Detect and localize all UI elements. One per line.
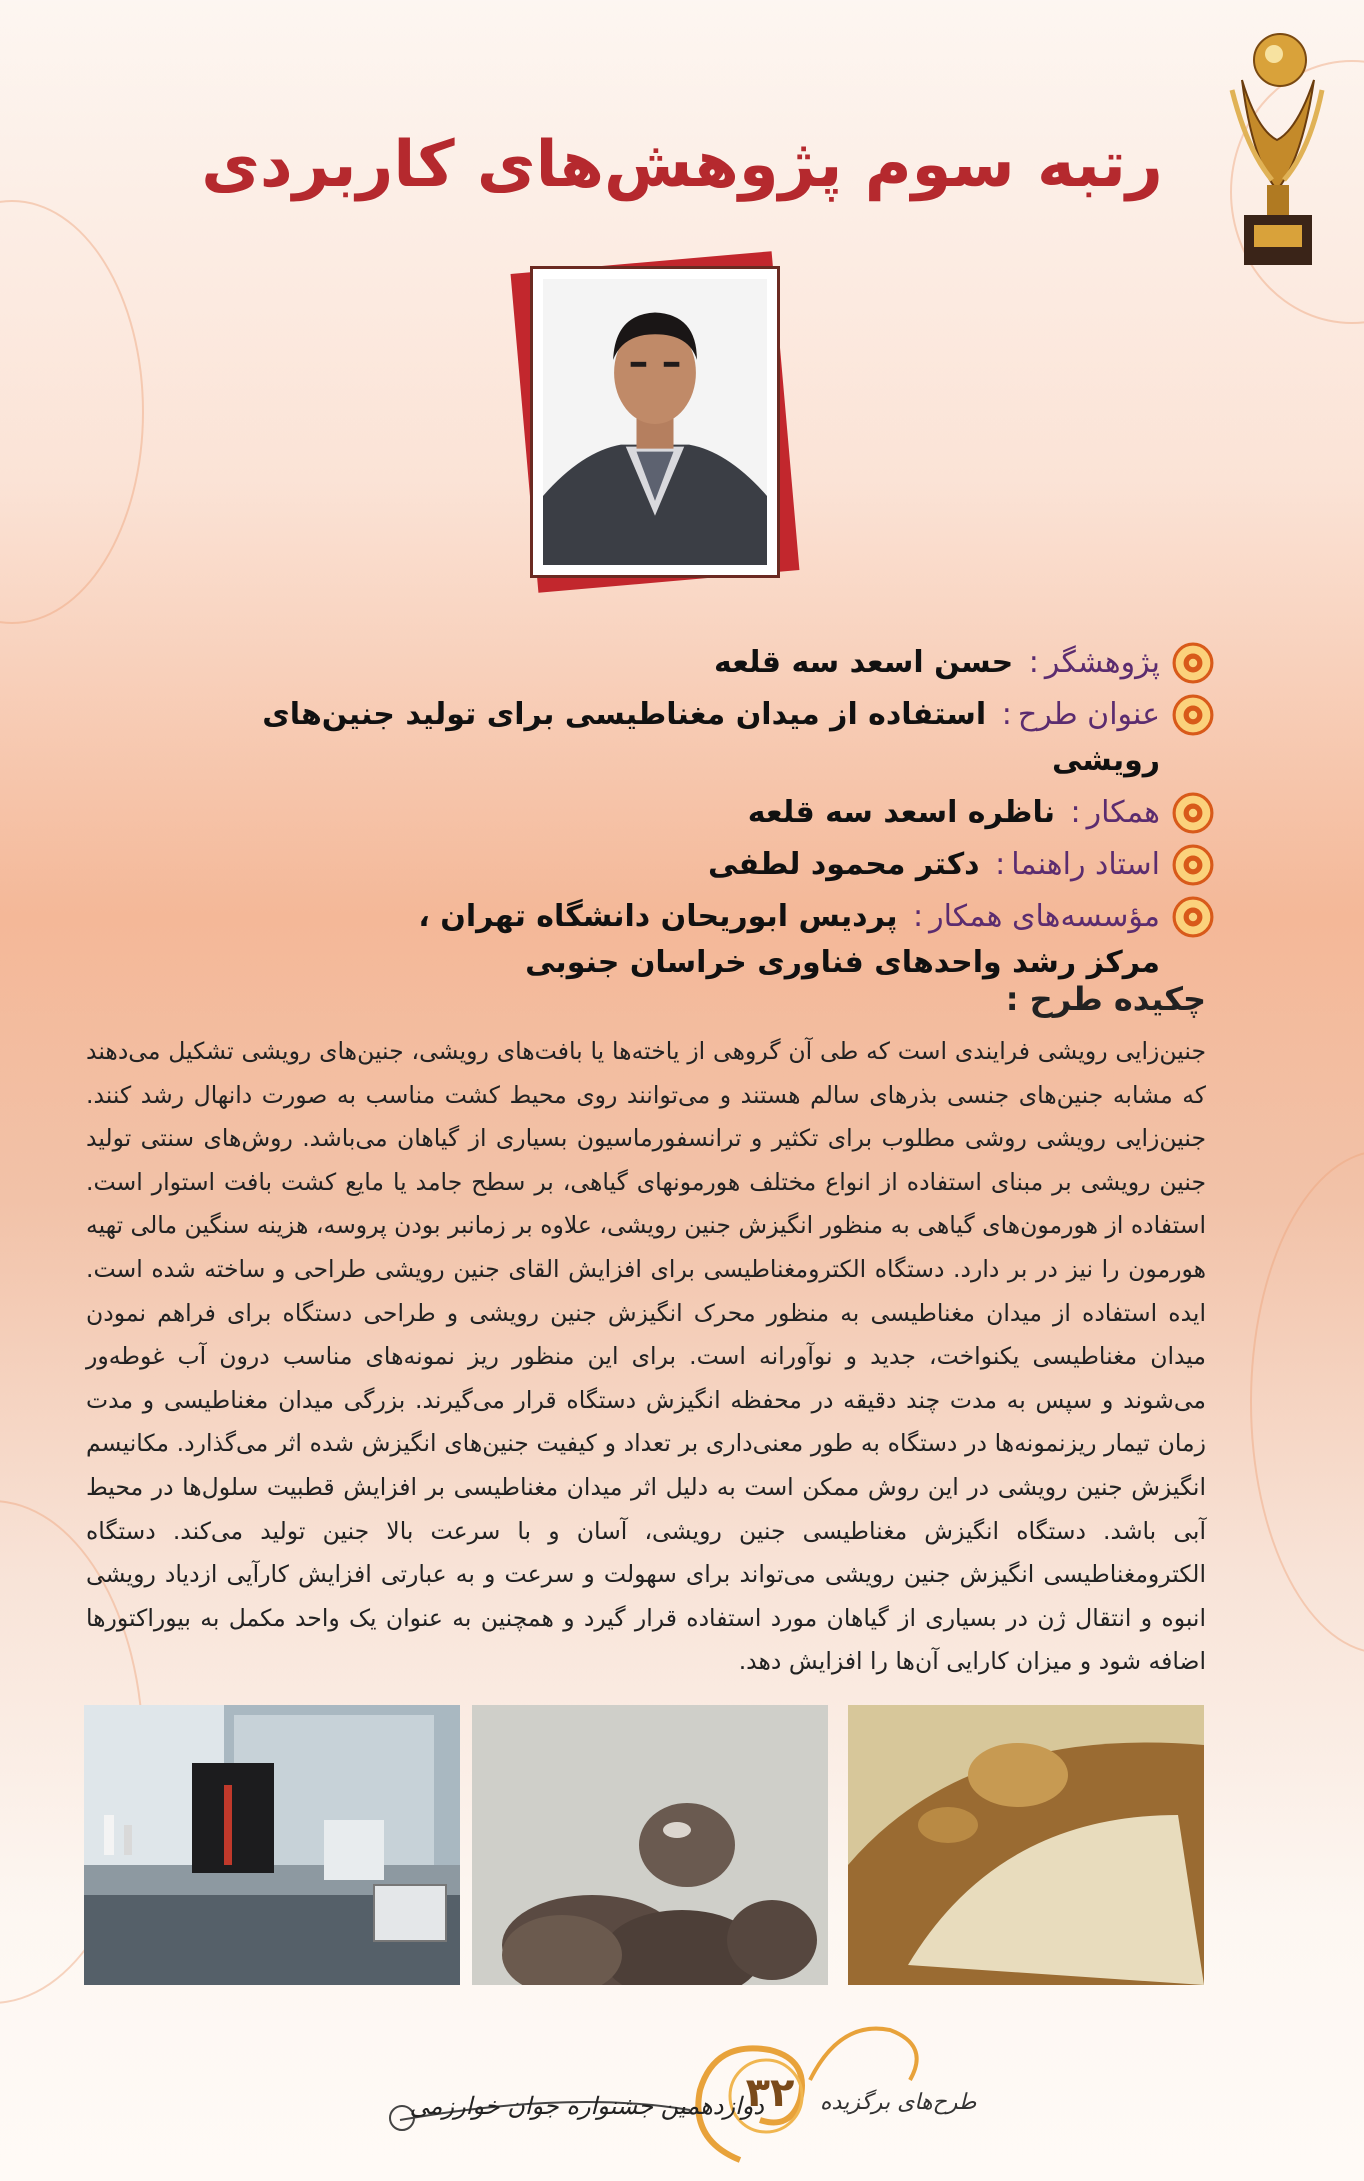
flower-bullet-icon: [1172, 694, 1214, 736]
abstract-heading: چکیده طرح :: [1005, 980, 1206, 1018]
detail-researcher: پژوهشگر: حسن اسعد سه قلعه: [150, 640, 1214, 686]
detail-label: استاد راهنما: [1011, 847, 1160, 882]
flower-bullet-icon: [1172, 896, 1214, 938]
lab-device-photo: [84, 1705, 460, 1985]
embryo-micrograph-1: [472, 1705, 828, 1985]
embryo-micrograph-2: [848, 1705, 1204, 1985]
detail-label: مؤسسه‌های همکار: [929, 899, 1160, 934]
detail-label: همکار: [1086, 795, 1160, 830]
detail-value: ناظره اسعد سه قلعه: [747, 795, 1055, 830]
footer-series-title: طرح‌های برگزیده: [820, 2090, 977, 2115]
detail-label: پژوهشگر: [1044, 645, 1160, 680]
detail-value: استفاده از میدان مغناطیسی برای تولید جنین‌های رویشی: [262, 697, 1160, 778]
flower-bullet-icon: [1172, 642, 1214, 684]
decorative-curve: [1250, 1150, 1364, 1654]
detail-value: حسن اسعد سه قلعه: [714, 645, 1014, 680]
detail-collaborator: همکار: ناظره اسعد سه قلعه: [150, 790, 1214, 836]
detail-supervisor: استاد راهنما: دکتر محمود لطفی: [150, 842, 1214, 888]
flower-bullet-icon: [1172, 844, 1214, 886]
decorative-curve: [0, 200, 144, 624]
project-details: [150, 640, 1214, 992]
page-title: رتبه سوم پژوهش‌های کاربردی: [201, 128, 1163, 202]
detail-institutions: مؤسسه‌های همکار: پردیس ابوریحان دانشگاه تهران ، مرکز رشد واحدهای فناوری خراسان جنوبی: [150, 894, 1214, 986]
detail-label: عنوان طرح: [1017, 697, 1160, 732]
page-number: ۳۲: [745, 2070, 795, 2116]
flower-bullet-icon: [1172, 792, 1214, 834]
abstract-text: جنین‌زایی رویشی فرایندی است که طی آن گروهی از یاخته‌ها یا بافت‌های رویشی، جنین‌های رویشی تشکیل می‌دهند که مشابه جنین‌های جنسی بذرهای سالم هستند و می‌توانند روی محیط کشت مناسب به صورت دانهال رشد کنند. جنین‌زایی رویشی روشی مطلوب برای تکثیر و ترانسفورماسیون بسیاری از گیاهان می‌باشد. روش‌های سنتی تولید جنین رویشی بر مبنای استفاده از انواع مختلف هورمونهای گیاهی، بر سطح جامد یا مایع کشت بافت استوار است. استفاده از هورمون‌های گیاهی به منظور انگیزش جنین رویشی، علاوه بر زمانبر بودن پروسه، هزینه سنگین مالی تهیه هورمون را نیز در بر دارد. دستگاه الکترومغناطیسی برای افزایش القای جنین رویشی طراحی و ساخته شده است. ایده استفاده از میدان مغناطیسی به منظور محرک انگیزش جنین رویشی و طراحی دستگاه برای فراهم نمودن میدان مغناطیسی یکنواخت، جدید و نوآورانه است. برای این منظور ریز نمونه‌های مناسب درون آب غوطه‌ور می‌شوند و سپس به مدت چند دقیقه در محفظه انگیزش دستگاه قرار می‌گیرند. بزرگی میدان مغناطیسی و مدت زمان تیمار ریزنمونه‌ها در دستگاه به طور معنی‌داری بر تعداد و کیفیت جنین‌های انگیزش شده اثر می‌گذارد. مکانیسم انگیزش جنین رویشی در این روش ممکن است به دلیل اثر میدان مغناطیسی بر افزایش قطبیت سلول‌ها در محیط آبی باشد. دستگاه انگیزش مغناطیسی جنین رویشی، آسان و با سرعت بالا جنین تولید می‌کند. دستگاه الکترومغناطیسی انگیزش جنین رویشی می‌تواند برای سهولت و سرعت و به عبارتی افزایش کارآیی ازدیاد رویشی انبوه و انتقال ژن در بسیاری از گیاهان مورد استفاده قرار گیرد و همچنین به عنوان یک واحد مکمل به بیوراکتورها اضافه شود و میزان کارایی آن‌ها را افزایش دهد.: [86, 1037, 1206, 1676]
detail-value: دکتر محمود لطفی: [708, 847, 980, 882]
detail-project-title: عنوان طرح: استفاده از میدان مغناطیسی برای تولید جنین‌های رویشی: [150, 692, 1214, 784]
footer-festival-name: دوازدهمین جشنواره جوان خوارزمی: [409, 2092, 764, 2120]
researcher-portrait: [530, 266, 780, 578]
photo-strip: [84, 1705, 1204, 1985]
detail-value: پردیس ابوریحان دانشگاه تهران ، مرکز رشد واحدهای فناوری خراسان جنوبی: [418, 899, 1160, 980]
